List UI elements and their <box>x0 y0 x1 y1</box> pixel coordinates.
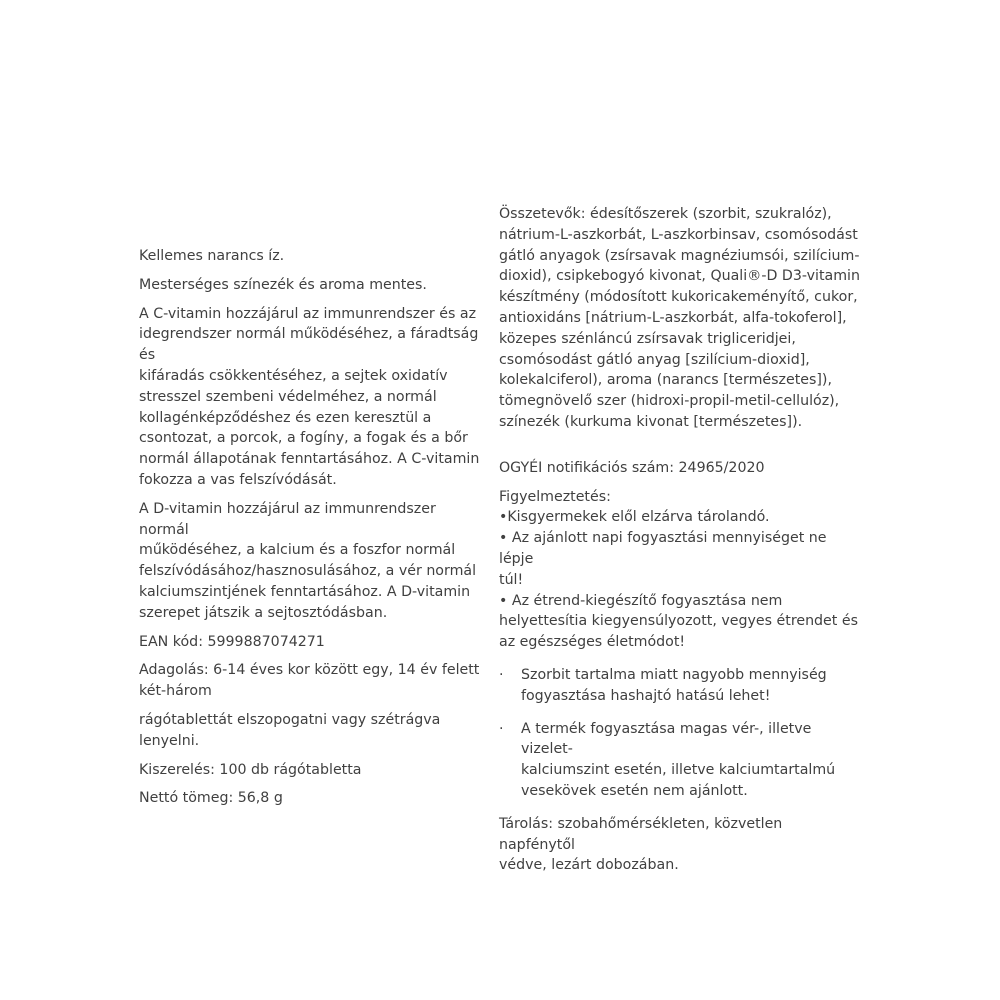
storage-text: Tárolás: szobahőmérsékleten, közvetlen napfénytől védve, lezárt dobozában. <box>499 815 783 874</box>
calcium-warning-item <box>499 719 861 802</box>
net-weight: Nettó tömeg: 56,8 g <box>139 790 283 807</box>
dosage-text: Adagolás: 6-14 éves kor között egy, 14 év felett két-három <box>139 662 480 700</box>
ean-code: EAN kód: 5999887074271 <box>139 633 325 650</box>
vitamin-d-claim: A D-vitamin hozzájárul az immunrendszer normál működéséhez, a kalcium és a foszfor normál felszívódásához/hasznosulásához, a vér normál kalciumszintjének fenntartásához. A D-vitamin szerepet játszik a sejtosztódásban. <box>139 500 477 621</box>
product-description-column <box>139 246 484 809</box>
ogyei-number: OGYÉI notifikációs szám: 24965/2020 <box>499 459 765 476</box>
warning-children: •Kisgyermekek elől elzárva tárolandó. <box>499 509 770 526</box>
ingredients-text: Összetevők: édesítőszerek (szorbit, szukralóz), nátrium-L-aszkorbát, L-aszkorbinsav, csomósodást gátló anyagok (zsírsavak magnéziumsói, szilícium- dioxid), csipkebogyó kivonat, Quali®-D D3-vitamin készítmény (módosított kukoricakeményítő, cukor, antioxidáns [nátrium-L-aszkorbát, alfa-tokoferol], közepes szénláncú zsírsavak trigliceridjei, csomósodást gátló anyag [szilícium-dioxid], kolekalciferol), aroma (narancs [természetes]), tömegnövelő szer (hidroxi-propil-metil-cellulóz), színezék (kurkuma kivonat [természetes]). <box>499 206 860 430</box>
dosage-continued-text: rágótablettát elszopogatni vagy szétrágva lenyelni. <box>139 711 441 749</box>
warning-daily-dose: • Az ajánlott napi fogyasztási mennyiséget ne lépje túl! <box>499 530 827 588</box>
bullet-dot: · <box>499 666 504 683</box>
free-from-text: Mesterséges színezék és aroma mentes. <box>139 276 427 293</box>
calcium-warning: A termék fogyasztása magas vér-, illetve vizelet- kalciumszint esetén, illetve kalciumtartalmú vesekövek esetén nem ajánlott. <box>521 720 836 799</box>
warning-title: Figyelmeztetés: <box>499 488 611 505</box>
taste-text: Kellemes narancs íz. <box>139 248 285 264</box>
vitamin-c-claim: A C-vitamin hozzájárul az immunrendszer és az idegrendszer normál működéséhez, a fáradtság és kifáradás csökkentéséhez, a sejtek oxidatív stresszel szembeni védelméhez, a normál kollagénképződéshez és ezen keresztül a csontozat, a porcok, a fogíny, a fogak és a bőr normál állapotának fenntartásához. A C-vitamin fokozza a vas felszívódását. <box>139 305 480 488</box>
sorbitol-warning: Szorbit tartalma miatt nagyobb mennyiség fogyasztása hashajtó hatású lehet! <box>521 666 827 704</box>
product-details-column <box>499 204 861 876</box>
package-size: Kiszerelés: 100 db rágótabletta <box>139 761 362 778</box>
warning-diet: • Az étrend-kiegészítő fogyasztása nem helyettesítia kiegyensúlyozott, vegyes étrendet és az egészséges életmódot! <box>499 592 858 651</box>
bullet-dot: · <box>499 720 504 737</box>
sorbitol-warning-item <box>499 665 861 707</box>
